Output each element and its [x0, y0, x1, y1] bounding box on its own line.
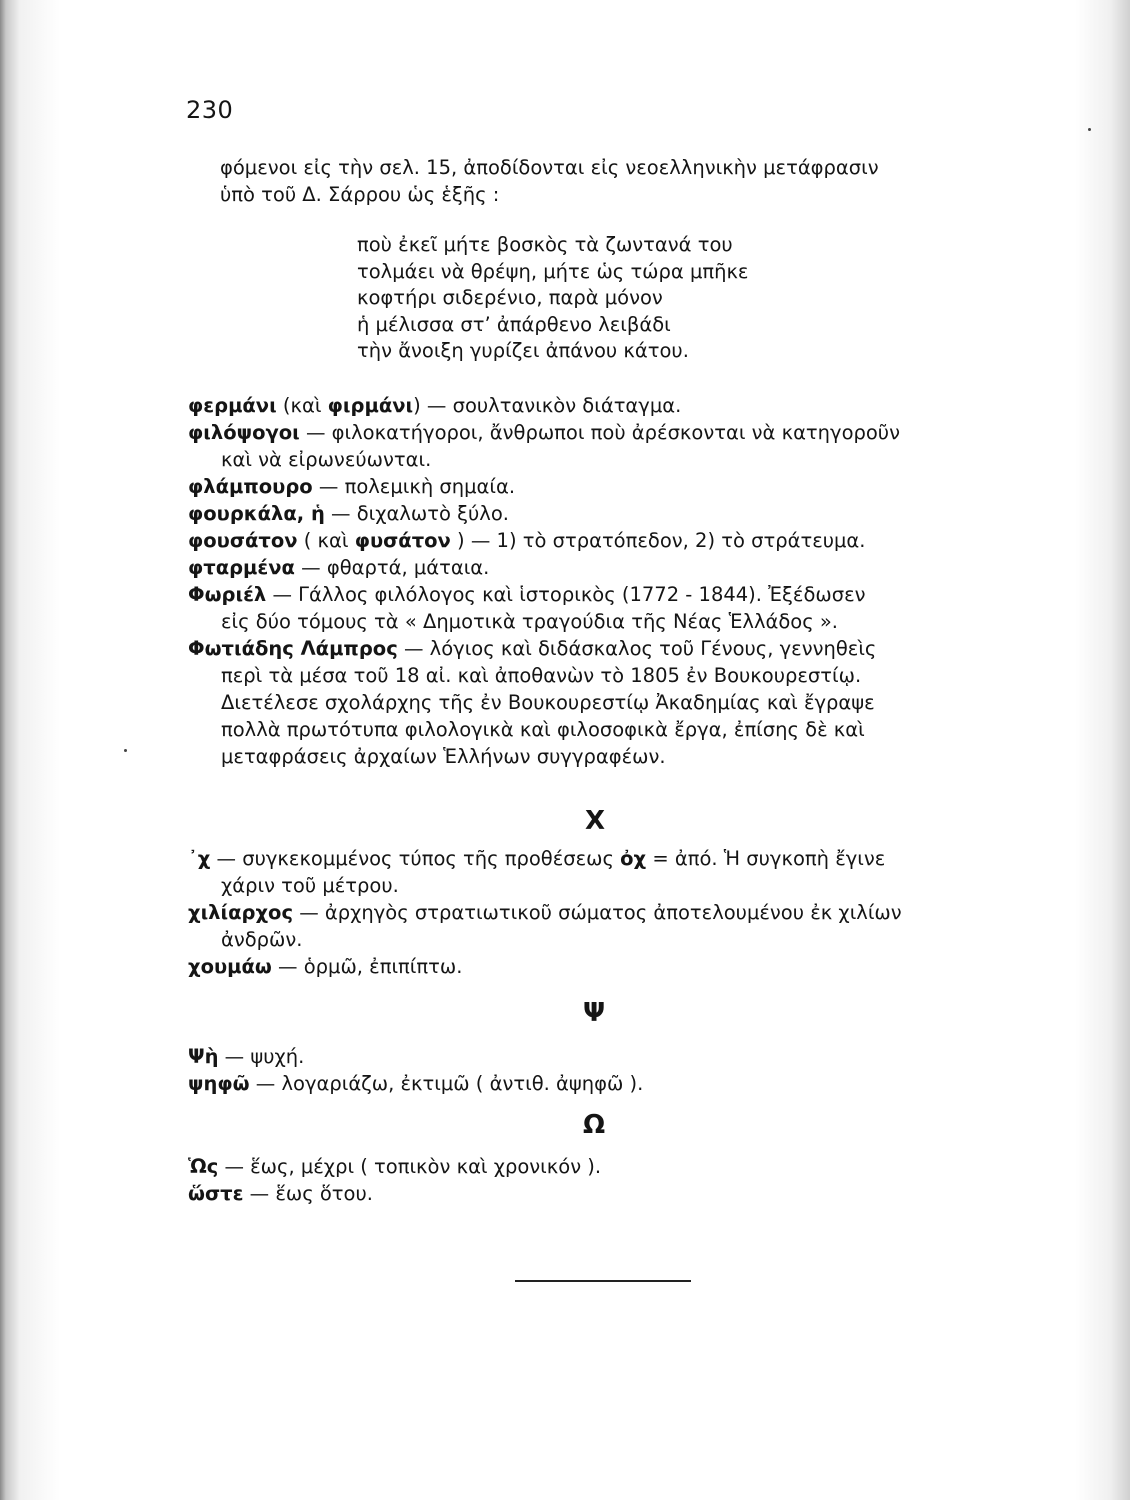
entry-first-line: [188, 953, 1048, 980]
entry-headword: ὀχ: [620, 847, 647, 870]
entry-headword: φουσάτον: [188, 529, 298, 552]
entry-headword: φουρκάλα, ἡ: [188, 502, 325, 525]
entry-first-line: [188, 581, 1048, 608]
entry-continuation-line: μεταφράσεις ἀρχαίων Ἑλλήνων συγγραφέων.: [221, 745, 666, 768]
entry-first-line: [188, 635, 1048, 662]
entry-definition: — λογαριάζω, ἐκτιμῶ ( ἀντιθ. ἀψηφῶ ).: [249, 1072, 644, 1095]
entry-continuation-line: περὶ τὰ μέσα τοῦ 18 αἰ. καὶ ἀποθανὼν τὸ 1805 ἐν Βουκουρεστίῳ.: [221, 664, 862, 687]
section-letter-omega: Ω: [583, 1110, 606, 1140]
entry-headword: Φωριέλ: [188, 583, 267, 606]
section-letter-chi: Χ: [585, 806, 606, 836]
entry-definition: — ψυχή.: [218, 1045, 305, 1068]
entry-definition: ) — 1) τὸ στρατόπεδον, 2) τὸ στράτευμα.: [450, 529, 866, 552]
intro-paragraph: [220, 154, 1050, 208]
entry-headword: Ψὴ: [188, 1045, 219, 1068]
section-letter-psi: Ψ: [583, 998, 606, 1028]
glossary-entries-psi: [188, 1043, 1048, 1097]
glossary-entry: [188, 1043, 1048, 1070]
glossary-entry: [188, 473, 1048, 500]
entry-first-line: [188, 554, 1048, 581]
poem-quote: [357, 232, 748, 365]
glossary-entry: [188, 419, 1048, 473]
entry-headword: φιρμάνι: [327, 394, 414, 417]
entry-continuation-line: ἀνδρῶν.: [221, 928, 303, 951]
entry-definition: — Γάλλος φιλόλογος καὶ ἱστορικὸς (1772 - 1844). Ἐξέδωσεν: [266, 583, 866, 606]
entry-first-line: [188, 527, 1048, 554]
entry-definition: — ἕως ὅτου.: [243, 1182, 373, 1205]
entry-headword: ψηφῶ: [188, 1072, 250, 1095]
entry-first-line: [188, 1180, 1048, 1207]
glossary-entry: [188, 953, 1048, 980]
entry-first-line: [188, 419, 1048, 446]
glossary-entry: [188, 1180, 1048, 1207]
glossary-entry: [188, 1153, 1048, 1180]
entry-definition: = ἀπό. Ἡ συγκοπὴ ἔγινε: [646, 847, 886, 870]
entry-first-line: [188, 899, 1048, 926]
entry-definition: ( καὶ: [297, 529, 355, 552]
entry-definition: (καὶ: [276, 394, 328, 417]
entry-definition: — διχαλωτὸ ξύλο.: [324, 502, 509, 525]
entry-definition: — φθαρτά, μάταια.: [294, 556, 490, 579]
page-number: 230: [186, 96, 234, 124]
margin-dot: [124, 749, 127, 752]
entry-definition: — πολεμικὴ σημαία.: [312, 475, 516, 498]
poem-line: τὴν ἄνοιξη γυρίζει ἀπάνου κάτου.: [357, 339, 689, 362]
poem-line: τολμάει νὰ θρέψη, μήτε ὡς τώρα μπῆκε: [357, 259, 749, 283]
entry-definition: — ἀρχηγὸς στρατιωτικοῦ σώματος ἀποτελουμένου ἐκ χιλίων: [293, 901, 902, 924]
end-rule: [515, 1280, 691, 1282]
intro-line: ὑπὸ τοῦ Δ. Σάρρου ὡς ἑξῆς :: [220, 183, 500, 206]
entry-headword: Φωτιάδης Λάμπρος: [188, 637, 398, 660]
margin-dot: [1088, 128, 1091, 131]
glossary-entry: [188, 581, 1048, 635]
glossary-entry: [188, 554, 1048, 581]
entry-headword: χουμάω: [188, 955, 272, 978]
entry-headword: φταρμένα: [188, 556, 295, 579]
entry-continuation-line: εἰς δύο τόμους τὰ « Δημοτικὰ τραγούδια τῆς Νέας Ἑλλάδος ».: [221, 610, 839, 633]
glossary-entries-omega: [188, 1153, 1048, 1207]
entry-first-line: [188, 1043, 1048, 1070]
entry-first-line: [188, 1070, 1048, 1097]
glossary-entry: [188, 527, 1048, 554]
poem-line: ποὺ ἐκεῖ μήτε βοσκὸς τὰ ζωντανά του: [357, 233, 733, 256]
entry-headword: φερμάνι: [188, 394, 277, 417]
glossary-entry: [188, 392, 1048, 419]
entry-definition: — λόγιος καὶ διδάσκαλος τοῦ Γένους, γεννηθεὶς: [397, 637, 877, 660]
entry-definition: — ἕως, μέχρι ( τοπικὸν καὶ χρονικόν ).: [218, 1155, 602, 1178]
glossary-entry: [188, 1070, 1048, 1097]
entry-headword: χιλίαρχος: [188, 901, 294, 924]
entry-definition: ) — σουλτανικὸν διάταγμα.: [413, 394, 682, 417]
entry-headword: φιλόψογοι: [188, 421, 300, 444]
entry-headword: φυσάτον: [354, 529, 451, 552]
entry-continuation-line: χάριν τοῦ μέτρου.: [221, 874, 399, 897]
poem-line: ἡ μέλισσα στ’ ἀπάρθενο λειβάδι: [357, 312, 671, 336]
entry-definition: — φιλοκατήγοροι, ἄνθρωποι ποὺ ἀρέσκονται νὰ κατηγοροῦν: [299, 421, 900, 444]
glossary-entry: [188, 500, 1048, 527]
entry-first-line: [188, 392, 1048, 419]
glossary-entry: [188, 899, 1048, 953]
entry-definition: — συγκεκομμένος τύπος τῆς προθέσεως: [210, 847, 621, 870]
entry-headword: Ὡς: [188, 1155, 219, 1178]
glossary-entries-phi: [188, 392, 1048, 770]
entry-first-line: [188, 845, 1048, 872]
entry-continuation-line: πολλὰ πρωτότυπα φιλολογικὰ καὶ φιλοσοφικὰ ἔργα, ἐπίσης δὲ καὶ: [221, 718, 865, 741]
entry-first-line: [188, 1153, 1048, 1180]
poem-line: κοφτήρι σιδερένιο, παρὰ μόνον: [357, 286, 663, 309]
entry-headword: ᾿χ: [188, 847, 211, 870]
entry-continuation-line: Διετέλεσε σχολάρχης τῆς ἐν Βουκουρεστίῳ Ἀκαδημίας καὶ ἔγραψε: [221, 691, 875, 714]
entry-first-line: [188, 473, 1048, 500]
entry-continuation-line: καὶ νὰ εἰρωνεύωνται.: [221, 448, 432, 471]
entry-definition: — ὁρμῶ, ἐπιπίπτω.: [271, 955, 463, 978]
entry-first-line: [188, 500, 1048, 527]
entry-headword: ὥστε: [188, 1182, 244, 1205]
entry-headword: φλάμπουρο: [188, 475, 313, 498]
glossary-entry: [188, 635, 1048, 770]
intro-line: φόμενοι εἰς τὴν σελ. 15, ἀποδίδονται εἰς νεοελληνικὴν μετάφρασιν: [220, 156, 879, 179]
glossary-entry: [188, 845, 1048, 899]
glossary-entries-chi: [188, 845, 1048, 980]
